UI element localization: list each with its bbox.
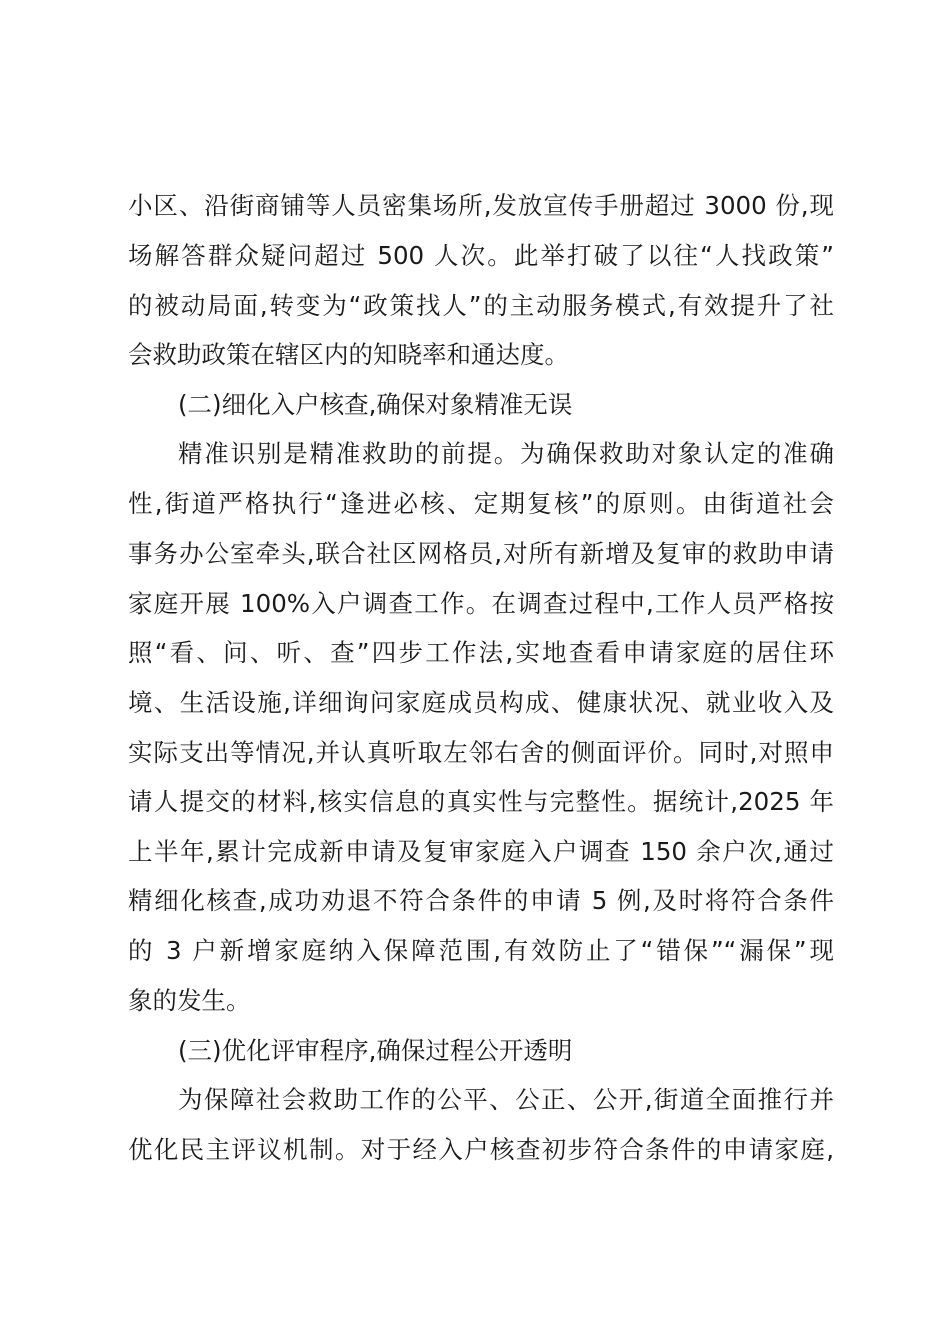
paragraph-line: 的被动局面,转变为“政策找人”的主动服务模式,有效提升了社 [128,291,834,320]
section-heading: (三)优化评审程序,确保过程公开透明 [178,1036,573,1065]
paragraph-first-line: 为保障社会救助工作的公平、公正、公开,街道全面推行并 [178,1085,834,1114]
paragraph-line: 会救助政策在辖区内的知晓率和通达度。 [128,340,569,369]
paragraph-line: 照“看、问、听、查”四步工作法,实地查看申请家庭的居住环 [128,638,834,667]
paragraph-line: 优化民主评议机制。对于经入户核查初步符合条件的申请家庭, [128,1135,834,1164]
paragraph-line: 请人提交的材料,核实信息的真实性与完整性。据统计,2025 年 [128,787,834,816]
paragraph-line: 场解答群众疑问超过 500 人次。此举打破了以往“人找政策” [128,241,834,270]
paragraph-first-line: 精准识别是精准救助的前提。为确保救助对象认定的准确 [178,439,834,468]
paragraph-line: 象的发生。 [128,986,251,1015]
paragraph-line: 精细化核查,成功劝退不符合条件的申请 5 例,及时将符合条件 [128,886,834,915]
paragraph-line: 性,街道严格执行“逢进必核、定期复核”的原则。由街道社会 [128,489,834,518]
paragraph-line: 小区、沿街商铺等人员密集场所,发放宣传手册超过 3000 份,现 [128,191,834,220]
paragraph-line: 实际支出等情况,并认真听取左邻右舍的侧面评价。同时,对照申 [128,738,834,767]
paragraph-line: 境、生活设施,详细询问家庭成员构成、健康状况、就业收入及 [128,688,834,717]
paragraph-line: 家庭开展 100%入户调查工作。在调查过程中,工作人员严格按 [128,589,834,618]
section-heading: (二)细化入户核查,确保对象精准无误 [178,390,573,419]
paragraph-line: 上半年,累计完成新申请及复审家庭入户调查 150 余户次,通过 [128,837,834,866]
paragraph-line: 的 3 户新增家庭纳入保障范围,有效防止了“错保”“漏保”现 [128,936,834,965]
paragraph-line: 事务办公室牵头,联合社区网格员,对所有新增及复审的救助申请 [128,539,834,568]
